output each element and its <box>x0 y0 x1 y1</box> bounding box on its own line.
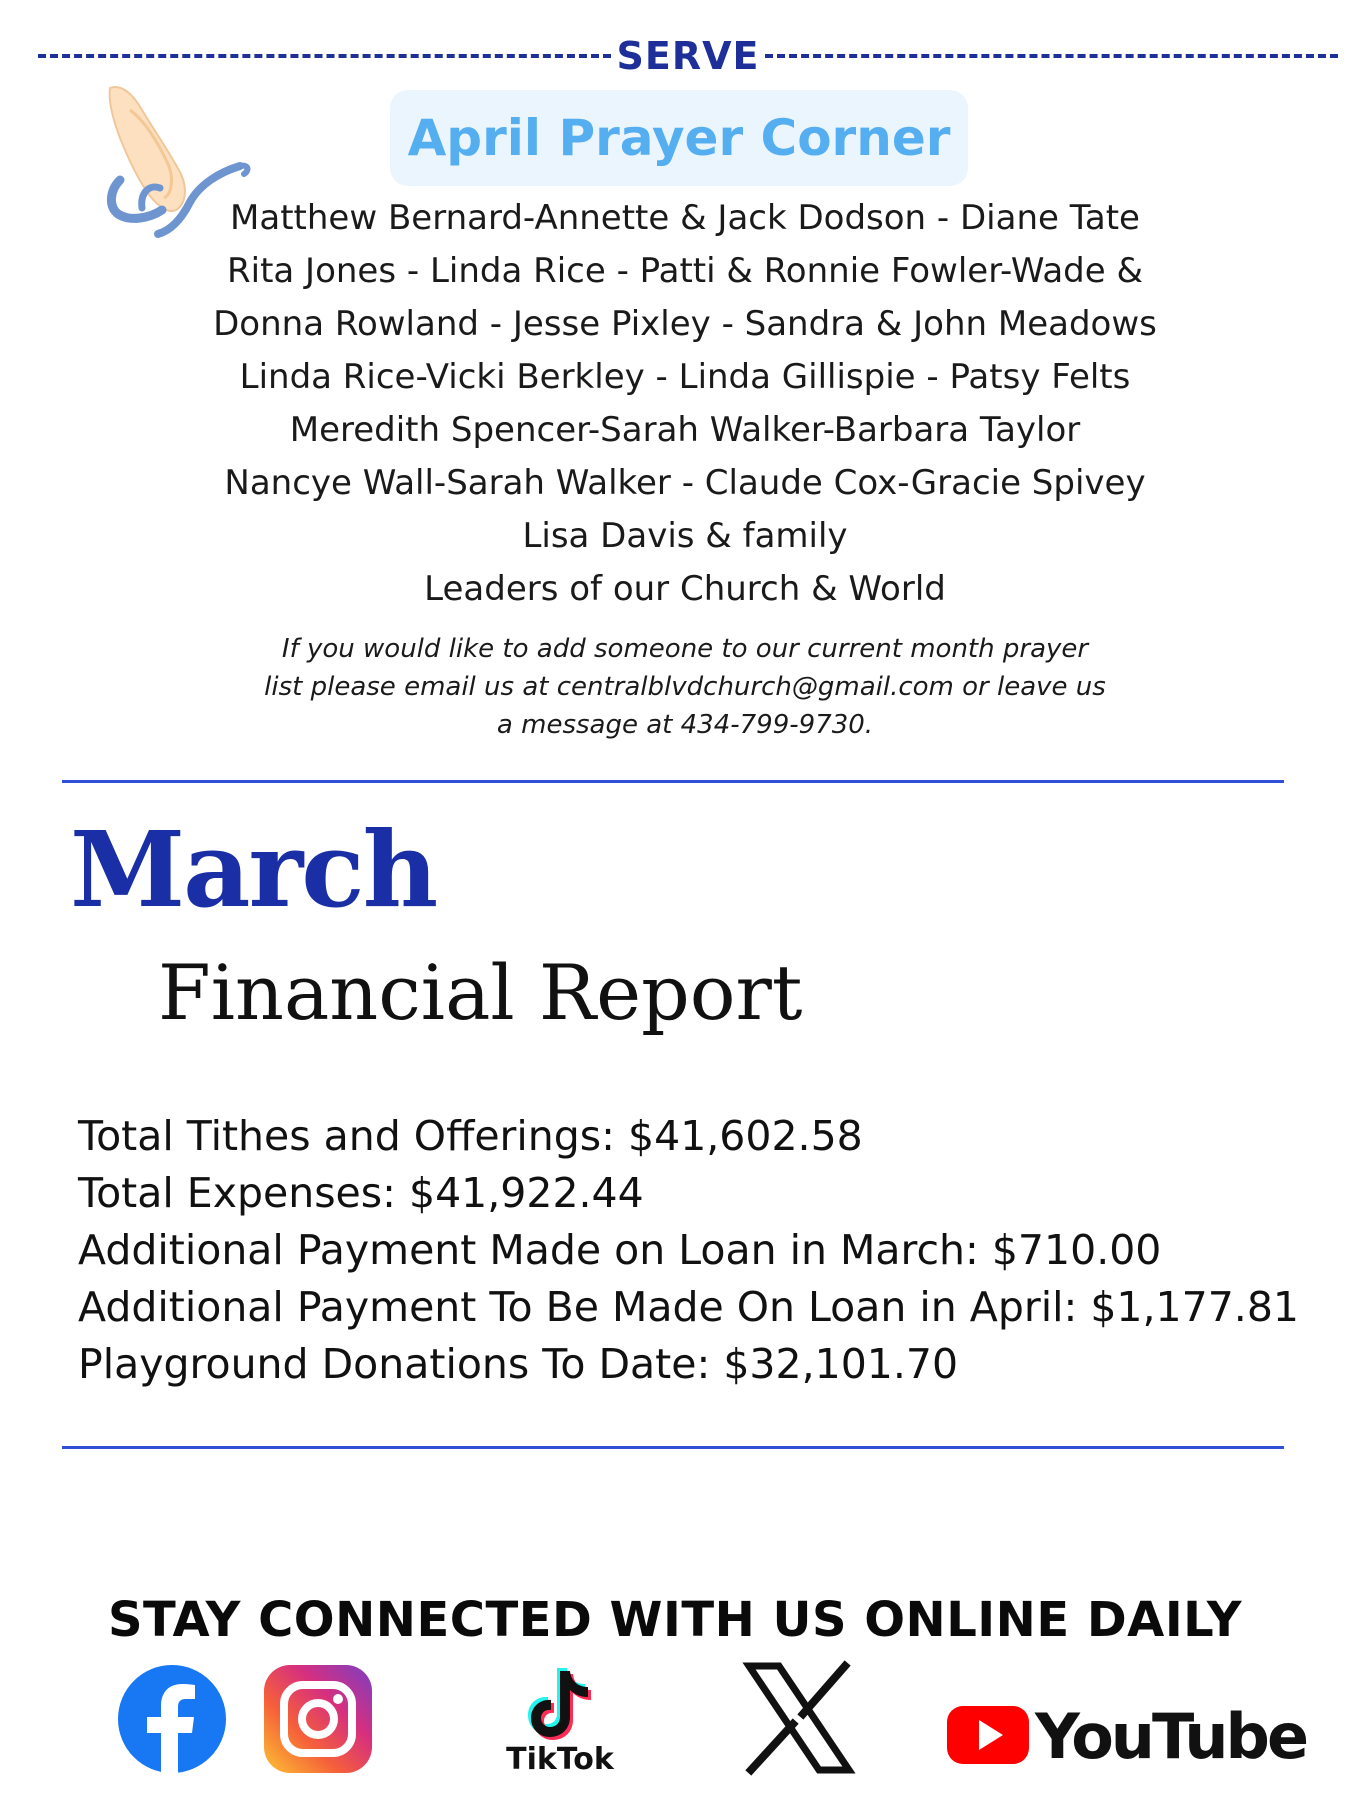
instagram-icon[interactable] <box>264 1665 372 1773</box>
social-heading: STAY CONNECTED WITH US ONLINE DAILY <box>107 1592 1243 1648</box>
dashed-line-left <box>38 54 611 58</box>
facebook-icon[interactable] <box>118 1665 226 1773</box>
divider <box>62 780 1284 783</box>
prayer-name-line: Linda Rice-Vicki Berkley - Linda Gillispie - Patsy Felts <box>239 357 1131 397</box>
financial-lines <box>78 1108 1299 1393</box>
prayer-note-line: list please email us at centralblvdchurch@gmail.com or leave us <box>264 672 1106 702</box>
financial-line: Total Tithes and Offerings: $41,602.58 <box>78 1112 863 1160</box>
prayer-name-line: Rita Jones - Linda Rice - Patti & Ronnie Fowler-Wade & <box>227 251 1143 291</box>
financial-line: Additional Payment To Be Made On Loan in April: $1,177.81 <box>78 1283 1300 1331</box>
youtube-icon[interactable] <box>945 1700 1306 1773</box>
youtube-label: YouTube <box>1035 1700 1306 1773</box>
prayer-name-line: Meredith Spencer-Sarah Walker-Barbara Taylor <box>289 410 1081 450</box>
prayer-title: April Prayer Corner <box>407 109 951 167</box>
tiktok-icon[interactable] <box>500 1665 620 1775</box>
prayer-name-line: Nancye Wall-Sarah Walker - Claude Cox-Gracie Spivey <box>224 463 1146 503</box>
prayer-note <box>150 630 1220 744</box>
dashed-line-right <box>765 54 1338 58</box>
prayer-name-line: Matthew Bernard-Annette & Jack Dodson - Diane Tate <box>230 198 1140 238</box>
financial-line: Playground Donations To Date: $32,101.70 <box>78 1340 959 1388</box>
financial-line: Additional Payment Made on Loan in March: $710.00 <box>78 1226 1162 1274</box>
prayer-name-line: Leaders of our Church & World <box>424 569 946 609</box>
tiktok-label: TikTok <box>506 1742 614 1777</box>
prayer-name-line: Lisa Davis & family <box>522 516 848 556</box>
prayer-title-box <box>390 90 968 186</box>
prayer-name-line: Donna Rowland - Jesse Pixley - Sandra & John Meadows <box>213 304 1157 344</box>
report-month: March <box>70 808 437 931</box>
section-header <box>38 34 1338 78</box>
section-label: SERVE <box>616 34 760 78</box>
prayer-note-line: a message at 434-799-9730. <box>496 710 874 740</box>
divider <box>62 1446 1284 1449</box>
x-icon[interactable] <box>745 1662 853 1774</box>
prayer-names-list <box>150 192 1220 616</box>
prayer-note-line: If you would like to add someone to our current month prayer <box>281 634 1089 664</box>
report-title: Financial Report <box>158 948 803 1037</box>
financial-line: Total Expenses: $41,922.44 <box>78 1169 644 1217</box>
